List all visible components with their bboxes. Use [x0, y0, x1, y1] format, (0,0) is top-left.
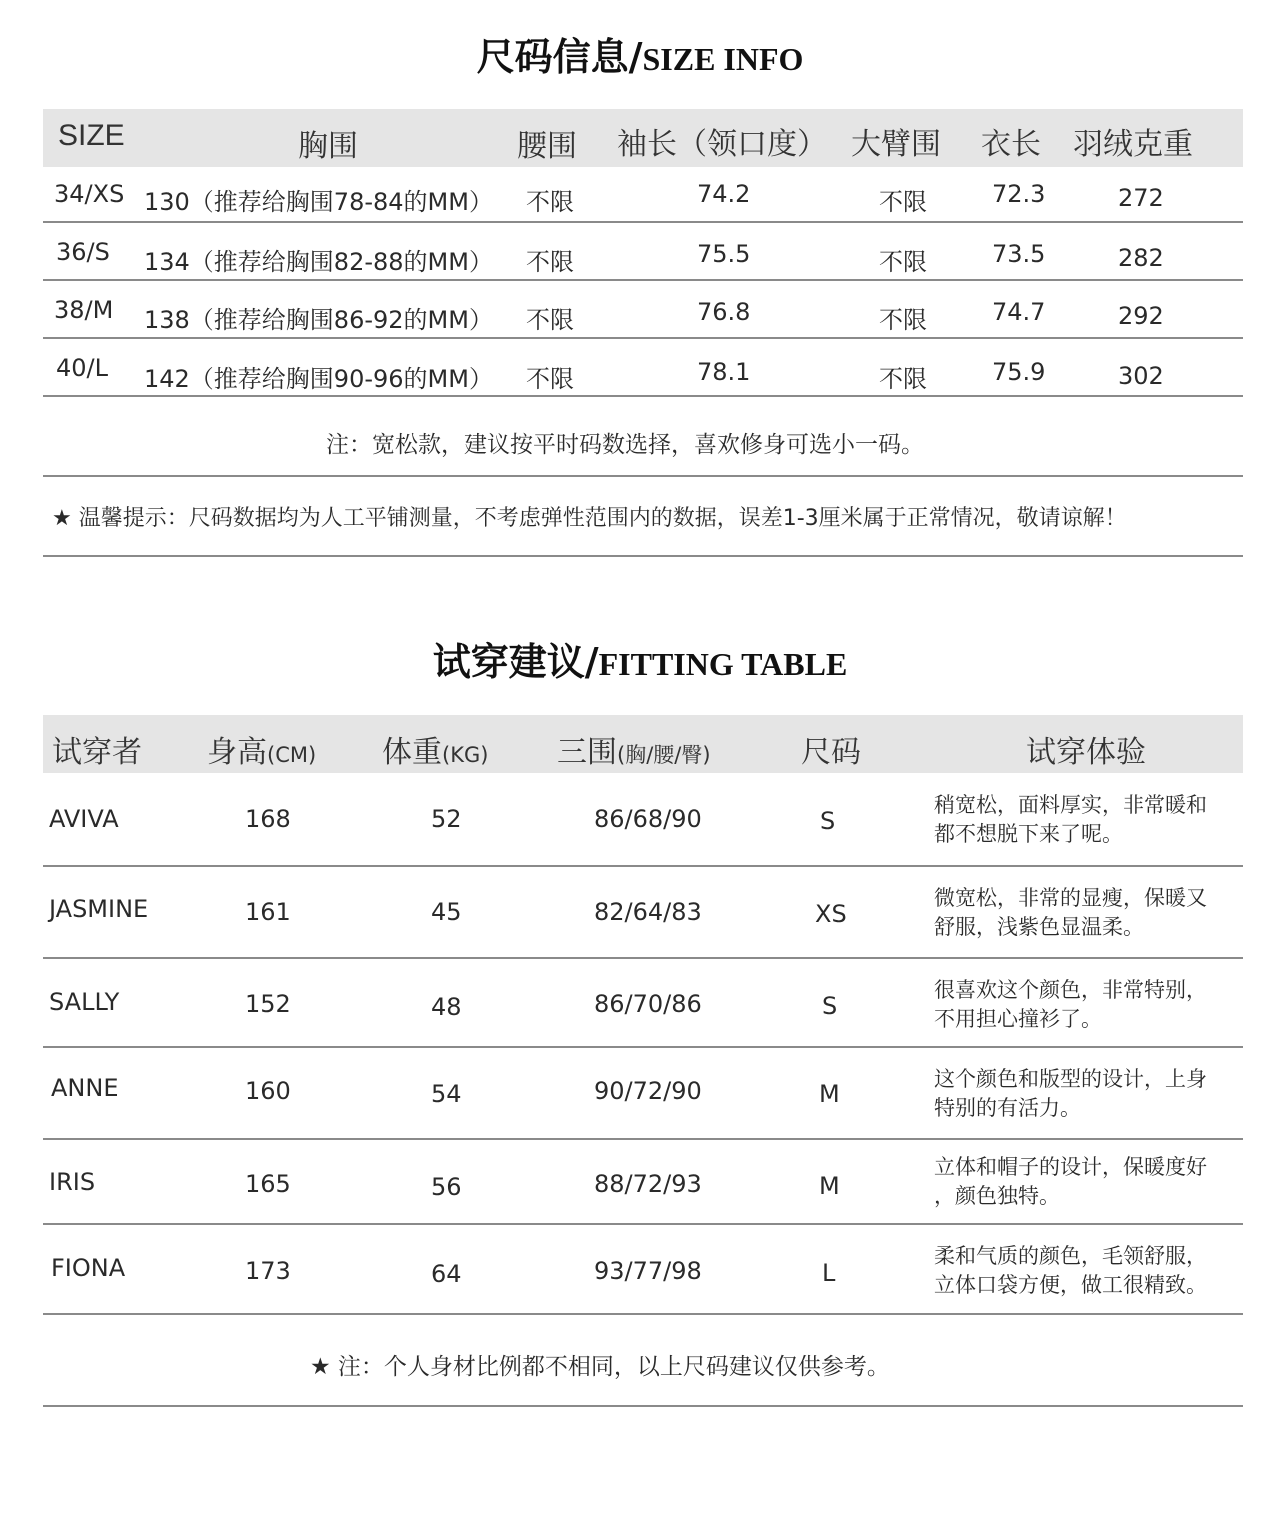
- fitting-row-1-experience: [934, 791, 1244, 849]
- fitting-row-3-experience-line2: 不用担心撞衫了。: [934, 1007, 1102, 1031]
- fitting-header-weight: [382, 727, 488, 771]
- size-header-chest: 胸围: [298, 129, 358, 164]
- size-tip-divider: [43, 555, 1243, 557]
- fitting-row-4-experience-line2: 特别的有活力。: [934, 1096, 1081, 1120]
- size-header-arm: 大臂围: [851, 127, 941, 162]
- size-tip: ★ 温馨提示：尺码数据均为人工平铺测量，不考虑弹性范围内的数据，误差1-3厘米属于正常情况，敬请谅解！: [52, 506, 1127, 531]
- fitting-row-3-weight: 48: [431, 993, 462, 1021]
- fitting-row-3-size: S: [822, 992, 838, 1020]
- size-row-divider: [43, 279, 1243, 281]
- fitting-row-5-height: 165: [245, 1170, 291, 1198]
- fitting-header-weight-unit: (KG): [442, 743, 489, 767]
- size-row-2-down-weight: 282: [1118, 244, 1164, 272]
- fitting-title: [0, 631, 1280, 686]
- fitting-row-4-measurements: 90/72/90: [594, 1077, 702, 1105]
- fitting-note: ★ 注：个人身材比例都不相同，以上尺码建议仅供参考。: [310, 1354, 890, 1380]
- size-header-length: 衣长: [981, 127, 1041, 162]
- size-row-1-size: 34/XS: [54, 180, 125, 208]
- fitting-row-3-experience-line1: 很喜欢这个颜色，非常特别，: [934, 978, 1207, 1002]
- fitting-header-height-unit: (CM): [267, 743, 317, 767]
- size-row-divider: [43, 221, 1243, 223]
- size-row-3-sleeve: 76.8: [697, 298, 751, 326]
- fitting-row-1-name: AVIVA: [49, 805, 119, 833]
- size-row-4-down-weight: 302: [1118, 362, 1164, 390]
- fitting-row-6-weight: 64: [431, 1260, 462, 1288]
- size-row-1-chest: 130（推荐给胸围78-84的MM）: [144, 188, 493, 216]
- fitting-row-2-experience-line1: 微宽松，非常的显瘦，保暖又: [934, 886, 1207, 910]
- size-info-title: [0, 26, 1280, 81]
- fitting-row-divider: [43, 1046, 1243, 1048]
- fitting-row-2-name: JASMINE: [49, 895, 149, 923]
- size-row-2-size: 36/S: [56, 238, 110, 266]
- fitting-row-2-measurements: 82/64/83: [594, 898, 702, 926]
- size-row-2-sleeve: 75.5: [697, 240, 751, 268]
- size-row-4-length: 75.9: [992, 358, 1046, 386]
- fitting-header-measurements-unit: (胸/腰/臀): [617, 743, 711, 767]
- size-row-4-size: 40/L: [56, 354, 108, 382]
- size-row-1-arm: 不限: [879, 188, 927, 216]
- size-row-3-waist: 不限: [526, 306, 574, 334]
- fitting-row-divider: [43, 1313, 1243, 1315]
- fitting-row-5-weight: 56: [431, 1173, 462, 1201]
- fitting-header-weight-label: 体重: [382, 735, 442, 770]
- fitting-header-tester: 试穿者: [52, 735, 142, 770]
- fitting-row-5-experience-line1: 立体和帽子的设计，保暖度好: [934, 1155, 1207, 1179]
- fitting-row-4-experience-line1: 这个颜色和版型的设计，上身: [934, 1067, 1207, 1091]
- fitting-header-height-label: 身高: [207, 735, 267, 770]
- size-row-1-down-weight: 272: [1118, 184, 1164, 212]
- size-row-divider: [43, 395, 1243, 397]
- fitting-header-measurements-label: 三围: [557, 735, 617, 770]
- fitting-note-divider: [43, 1405, 1243, 1407]
- fitting-row-1-weight: 52: [431, 805, 462, 833]
- fitting-row-divider: [43, 1223, 1243, 1225]
- fitting-row-1-measurements: 86/68/90: [594, 805, 702, 833]
- fitting-row-6-height: 173: [245, 1257, 291, 1285]
- fitting-row-4-size: M: [819, 1080, 840, 1108]
- size-row-3-size: 38/M: [54, 296, 114, 324]
- fitting-row-6-experience-line1: 柔和气质的颜色，毛领舒服，: [934, 1244, 1207, 1268]
- fitting-row-3-measurements: 86/70/86: [594, 990, 702, 1018]
- fitting-row-5-measurements: 88/72/93: [594, 1170, 702, 1198]
- size-row-4-chest: 142（推荐给胸围90-96的MM）: [144, 365, 493, 393]
- fitting-row-5-experience: [934, 1153, 1244, 1211]
- size-row-2-length: 73.5: [992, 240, 1046, 268]
- size-row-2-chest: 134（推荐给胸围82-88的MM）: [144, 248, 493, 276]
- fitting-row-3-experience: [934, 976, 1244, 1034]
- size-row-2-waist: 不限: [526, 248, 574, 276]
- size-row-2-arm: 不限: [879, 248, 927, 276]
- size-note-divider: [43, 475, 1243, 477]
- fitting-row-6-experience: [934, 1242, 1244, 1300]
- size-row-divider: [43, 337, 1243, 339]
- size-header-down-weight: 羽绒克重: [1073, 127, 1193, 162]
- fitting-row-4-height: 160: [245, 1077, 291, 1105]
- size-header-waist: 腰围: [517, 129, 577, 164]
- size-row-3-down-weight: 292: [1118, 302, 1164, 330]
- size-header-sleeve: 袖长（领口度）: [617, 127, 827, 162]
- fitting-title-en: FITTING TABLE: [598, 646, 848, 682]
- fitting-row-2-experience: [934, 884, 1244, 942]
- fitting-row-1-size: S: [820, 807, 836, 835]
- fitting-row-6-experience-line2: 立体口袋方便，做工很精致。: [934, 1273, 1207, 1297]
- fitting-row-1-experience-line1: 稍宽松，面料厚实，非常暖和: [934, 793, 1207, 817]
- fitting-row-5-size: M: [819, 1172, 840, 1200]
- fitting-header-height: [207, 727, 316, 771]
- fitting-row-2-size: XS: [815, 900, 847, 928]
- fitting-row-1-height: 168: [245, 805, 291, 833]
- size-note: 注：宽松款，建议按平时码数选择，喜欢修身可选小一码。: [326, 432, 924, 458]
- fitting-row-1-experience-line2: 都不想脱下来了呢。: [934, 822, 1123, 846]
- size-row-4-arm: 不限: [879, 365, 927, 393]
- size-row-3-arm: 不限: [879, 306, 927, 334]
- fitting-row-6-name: FIONA: [51, 1254, 126, 1282]
- fitting-header-experience: 试穿体验: [1026, 735, 1146, 770]
- fitting-row-3-name: SALLY: [49, 988, 120, 1016]
- size-row-4-waist: 不限: [526, 365, 574, 393]
- fitting-row-2-weight: 45: [431, 898, 462, 926]
- fitting-row-2-experience-line2: 舒服，浅紫色显温柔。: [934, 915, 1144, 939]
- size-header-size: SIZE: [58, 119, 125, 152]
- fitting-header-measurements: [557, 727, 711, 771]
- fitting-row-divider: [43, 1138, 1243, 1140]
- fitting-row-6-measurements: 93/77/98: [594, 1257, 702, 1285]
- size-row-3-length: 74.7: [992, 298, 1046, 326]
- fitting-title-cn: 试穿建议/: [432, 640, 599, 684]
- fitting-row-4-weight: 54: [431, 1080, 462, 1108]
- fitting-row-5-name: IRIS: [49, 1168, 96, 1196]
- fitting-row-5-experience-line2: ，颜色独特。: [934, 1184, 1060, 1208]
- size-row-1-length: 72.3: [992, 180, 1046, 208]
- fitting-row-divider: [43, 957, 1243, 959]
- fitting-row-divider: [43, 865, 1243, 867]
- fitting-header-size: 尺码: [801, 735, 861, 770]
- fitting-row-2-height: 161: [245, 898, 291, 926]
- size-row-3-chest: 138（推荐给胸围86-92的MM）: [144, 306, 493, 334]
- fitting-row-4-name: ANNE: [51, 1074, 119, 1102]
- size-row-1-sleeve: 74.2: [697, 180, 751, 208]
- size-info-title-en: SIZE INFO: [642, 41, 804, 77]
- fitting-row-6-size: L: [822, 1259, 836, 1287]
- size-row-1-waist: 不限: [526, 188, 574, 216]
- size-info-title-cn: 尺码信息/: [476, 35, 643, 79]
- fitting-row-4-experience: [934, 1065, 1244, 1123]
- size-row-4-sleeve: 78.1: [697, 358, 751, 386]
- fitting-row-3-height: 152: [245, 990, 291, 1018]
